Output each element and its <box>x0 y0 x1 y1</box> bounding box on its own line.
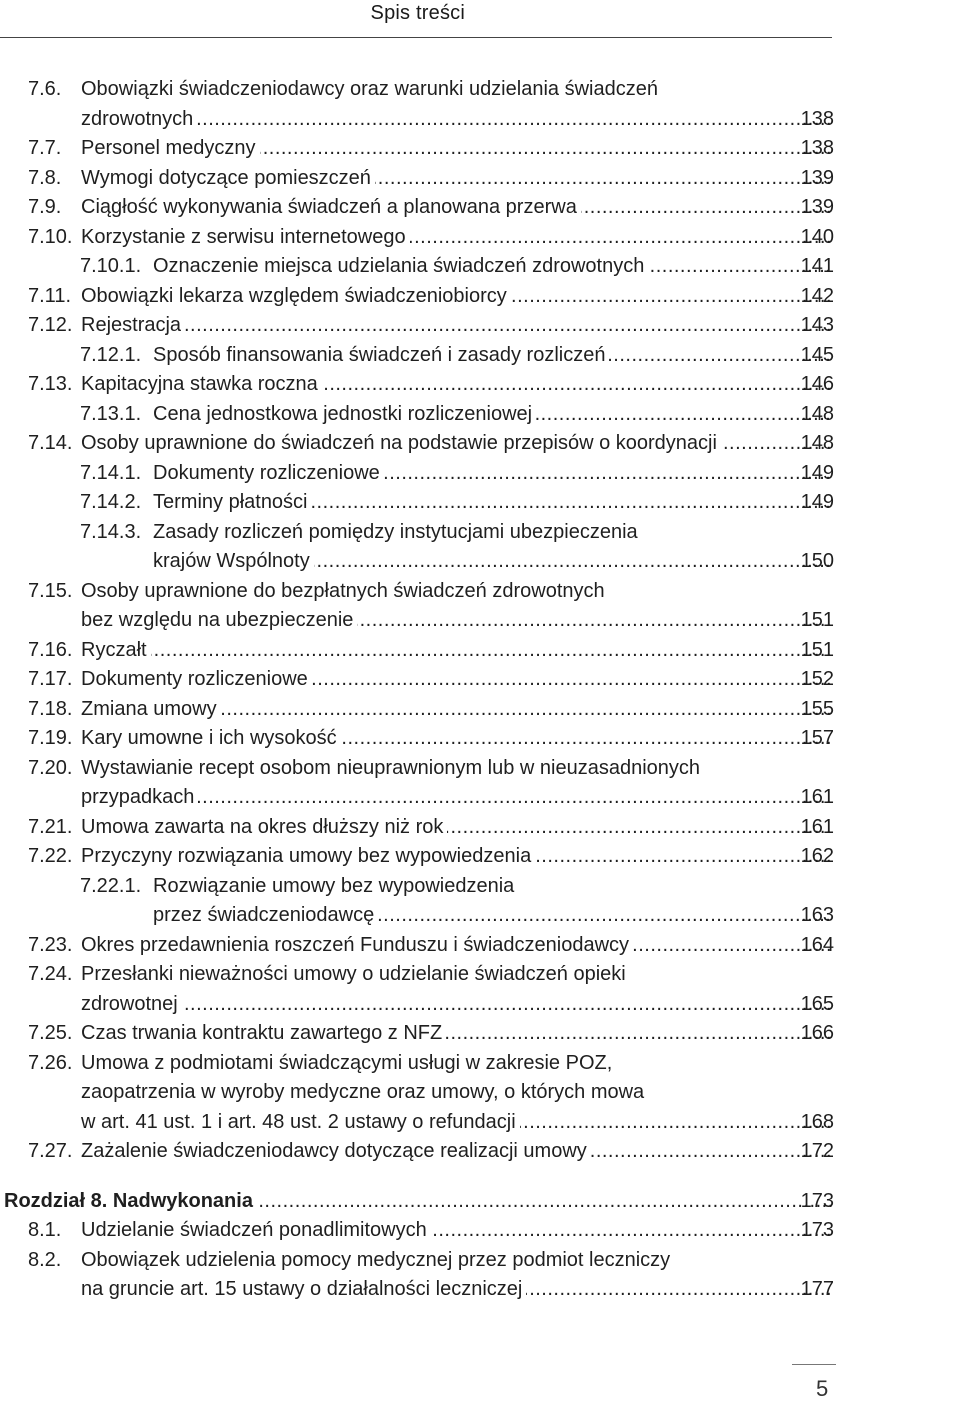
toc-entry-number: 7.14.1. <box>80 461 142 484</box>
toc-entry-label: Terminy płatności <box>153 491 312 513</box>
toc-entry-label: zdrowotnej <box>81 993 182 1015</box>
toc-entry <box>0 546 960 576</box>
toc-entry-label: krajów Wspólnoty <box>153 550 314 572</box>
toc-entry-page: 151 <box>800 638 834 661</box>
toc-entry-text <box>81 930 832 960</box>
toc-entry <box>0 487 960 517</box>
toc-entry-page: 163 <box>800 904 834 926</box>
toc-entry <box>0 605 960 635</box>
toc-entry-text <box>81 989 832 1019</box>
toc-entry-label: Osoby uprawnione do świadczeń na podstawie przepisów o koordynacji <box>81 432 721 454</box>
toc-entry <box>0 1274 960 1304</box>
toc-entry-text <box>81 281 832 311</box>
toc-entry-page: 172 <box>800 1140 834 1162</box>
toc-entry-label: Osoby uprawnione do bezpłatnych świadczeń zdrowotnych <box>81 580 609 602</box>
toc-entry-label: na gruncie art. 15 ustawy o działalności leczniczej <box>81 1278 526 1300</box>
toc-entry-label: Zasady rozliczeń pomiędzy instytucjami ubezpieczenia <box>153 521 642 543</box>
toc-entry-label: Rozdział 8. Nadwykonania <box>4 1190 257 1212</box>
toc-entry <box>0 1136 960 1166</box>
toc-entry-page: 141 <box>800 255 834 277</box>
toc-entry-page: 168 <box>800 1110 834 1133</box>
toc-entry-label: Personel medyczny <box>81 137 260 159</box>
toc-entry-label: Kapitacyjna stawka roczna <box>81 373 322 395</box>
toc-entry-text <box>81 369 832 399</box>
toc-entry-label: Kary umowne i ich wysokość <box>81 727 341 749</box>
toc-entry-label: Obowiązki świadczeniodawcy oraz warunki udzielania świadczeń <box>81 78 662 100</box>
toc-entry <box>0 753 960 783</box>
toc-entry-label: Zmiana umowy <box>81 698 221 720</box>
toc-entry-text <box>81 959 832 989</box>
toc-entry <box>0 900 960 930</box>
toc-entry <box>0 517 960 547</box>
toc-entry-page: 161 <box>800 815 834 838</box>
toc-entry <box>0 812 960 842</box>
toc-entry-number: 8.1. <box>28 1219 62 1241</box>
toc-entry-text <box>153 458 832 488</box>
toc-entry-label: Wymogi dotyczące pomieszczeń <box>81 167 375 189</box>
toc-entry-number: 7.16. <box>28 638 73 661</box>
toc-entry <box>0 871 960 901</box>
toc-entry-text <box>81 605 832 635</box>
toc-entry-text <box>81 133 832 163</box>
toc-entry-number: 7.17. <box>28 668 73 690</box>
toc-entry-text <box>81 812 832 842</box>
toc-entry-page: 139 <box>800 166 834 189</box>
toc-entry-page: 161 <box>800 786 834 808</box>
toc-entry <box>0 458 960 488</box>
toc-entry-text <box>153 399 832 429</box>
toc-entry-label: Cena jednostkowa jednostki rozliczeniowej <box>153 403 536 425</box>
toc-entry-page: 143 <box>800 314 834 336</box>
toc-entry-number: 7.14. <box>28 432 73 454</box>
toc-entry-page: 165 <box>800 992 834 1015</box>
toc-entry <box>0 959 960 989</box>
toc-entry-label: Czas trwania kontraktu zawartego z NFZ <box>81 1022 446 1044</box>
toc-entry-page: 173 <box>800 1219 834 1241</box>
toc-entry-page: 146 <box>800 373 834 395</box>
toc-entry-number: 7.27. <box>28 1140 73 1162</box>
toc-entry <box>0 192 960 222</box>
toc-entry-text <box>4 1186 832 1216</box>
toc-entry-page: 173 <box>800 1189 834 1212</box>
toc-entry <box>0 1048 960 1078</box>
toc-entry-page: 164 <box>800 933 834 956</box>
toc-entry-label: zdrowotnych <box>81 108 197 130</box>
toc-entry-text <box>81 841 832 871</box>
toc-entry-label: Dokumenty rozliczeniowe <box>81 668 312 690</box>
toc-entry <box>0 1215 960 1245</box>
toc-entry-text <box>153 517 832 547</box>
toc-entry-number: 7.15. <box>28 579 73 602</box>
toc-entry-text <box>81 1245 832 1275</box>
toc-entry-label: Rejestracja <box>81 314 185 336</box>
page-number: 5 <box>816 1376 829 1401</box>
toc-entry-page: 148 <box>800 432 834 454</box>
toc-entry-text <box>81 753 832 783</box>
toc-entry-label: Oznaczenie miejsca udzielania świadczeń zdrowotnych <box>153 255 648 277</box>
toc-entry-number: 7.13.1. <box>80 402 142 425</box>
toc-entry-number: 7.10. <box>28 225 73 248</box>
toc-entry-label: Udzielanie świadczeń ponadlimitowych <box>81 1219 431 1241</box>
toc-entry-label: Wystawianie recept osobom nieuprawnionym lub w nieuzasadnionych <box>81 757 704 779</box>
toc-entry-number: 7.6. <box>28 78 62 100</box>
toc-entry-text <box>81 664 832 694</box>
toc-entry <box>0 222 960 252</box>
toc-entry-text <box>81 1274 832 1304</box>
toc-entry-number: 7.10.1. <box>80 255 142 277</box>
footer-rule <box>792 1364 836 1365</box>
toc-entry-number: 7.25. <box>28 1022 73 1044</box>
toc-entry-label: Przyczyny rozwiązania umowy bez wypowiedzenia <box>81 845 535 867</box>
toc-entry-text <box>81 1077 832 1107</box>
toc-entry-number: 7.8. <box>28 166 62 189</box>
toc-entry-page: 138 <box>800 107 834 130</box>
toc-entry-label: Przesłanki nieważności umowy o udzielanie świadczeń opieki <box>81 963 630 985</box>
toc-entry <box>0 664 960 694</box>
toc-entry-label: Korzystanie z serwisu internetowego <box>81 226 410 248</box>
toc-entry <box>0 989 960 1019</box>
toc-entry-page: 162 <box>800 845 834 867</box>
toc-entry-page: 177 <box>800 1278 834 1300</box>
toc-entry-label: Obowiązek udzielenia pomocy medycznej przez podmiot leczniczy <box>81 1249 674 1271</box>
toc-entry-number: 7.22.1. <box>80 874 142 897</box>
toc-entry-label: bez względu na ubezpieczenie <box>81 609 357 631</box>
toc-entry-number: 8.2. <box>28 1248 62 1271</box>
toc-entry-number: 7.18. <box>28 697 73 720</box>
toc-entry-page: 151 <box>800 609 834 631</box>
toc-entry-number: 7.26. <box>28 1051 73 1074</box>
toc-entry-number: 7.14.2. <box>80 491 142 513</box>
toc-entry <box>0 428 960 458</box>
toc-entry-number: 7.24. <box>28 963 73 985</box>
toc-entry-text <box>81 1018 832 1048</box>
toc-entry <box>0 133 960 163</box>
toc-entry <box>0 1107 960 1137</box>
toc-entry-text <box>81 635 832 665</box>
toc-entry-page: 166 <box>800 1022 834 1044</box>
toc-entry <box>0 1018 960 1048</box>
toc-entry-page: 155 <box>800 697 834 720</box>
toc-entry-text <box>81 310 832 340</box>
toc-entry-text <box>81 192 832 222</box>
toc-entry-label: Sposób finansowania świadczeń i zasady rozliczeń <box>153 344 609 366</box>
toc-entry-number: 7.12. <box>28 314 73 336</box>
toc-entry-page: 152 <box>800 668 834 690</box>
toc-entry <box>0 1186 960 1216</box>
toc-entry-text <box>153 871 832 901</box>
toc-entry-label: Obowiązki lekarza względem świadczeniobiorcy <box>81 285 511 307</box>
toc-entry <box>0 635 960 665</box>
toc-entry <box>0 163 960 193</box>
toc-entry-number: 7.14.3. <box>80 520 142 543</box>
toc-entry-text <box>81 576 832 606</box>
toc-entry-number: 7.22. <box>28 845 73 867</box>
toc-entry-text <box>81 74 832 104</box>
toc-entry-label: w art. 41 ust. 1 i art. 48 ust. 2 ustawy o refundacji <box>81 1111 520 1133</box>
toc-entry-text <box>81 1136 832 1166</box>
toc-entry-text <box>81 163 832 193</box>
toc-entry <box>0 576 960 606</box>
toc-entry-text <box>81 782 832 812</box>
toc-entry-text <box>81 1215 832 1245</box>
toc-entry-text <box>153 900 832 930</box>
toc-entry-number: 7.13. <box>28 373 73 395</box>
toc-entry-number: 7.20. <box>28 756 73 779</box>
toc-entry-label: przez świadczeniodawcę <box>153 904 378 926</box>
header-rule <box>0 37 832 38</box>
toc-entry <box>0 74 960 104</box>
toc-entry-text <box>81 1107 832 1137</box>
toc-entry-text <box>153 546 832 576</box>
toc-entry-label: Rozwiązanie umowy bez wypowiedzenia <box>153 875 518 897</box>
toc-entry-page: 145 <box>800 343 834 366</box>
toc-entry-page: 149 <box>800 491 834 513</box>
toc-entry-page: 149 <box>800 461 834 484</box>
toc-entry-label: Dokumenty rozliczeniowe <box>153 462 384 484</box>
toc-entry-page: 139 <box>800 196 834 218</box>
toc-entry-label: przypadkach <box>81 786 198 808</box>
toc-entry <box>0 251 960 281</box>
toc-entry <box>0 310 960 340</box>
toc-entry-text <box>153 340 832 370</box>
toc-entry-text <box>81 723 832 753</box>
toc-entry-page: 157 <box>800 727 834 749</box>
toc-entry-number: 7.19. <box>28 727 73 749</box>
toc-entry-number: 7.11. <box>28 284 71 307</box>
toc-entry-number: 7.7. <box>28 137 62 159</box>
toc-entry-label: Okres przedawnienia roszczeń Funduszu i świadczeniodawcy <box>81 934 633 956</box>
toc-entry-number: 7.12.1. <box>80 343 142 366</box>
toc-entry-text <box>153 487 832 517</box>
toc-entry-text <box>81 104 832 134</box>
toc-entry <box>0 340 960 370</box>
toc-entry-page: 142 <box>800 284 834 307</box>
toc-entry-label: Ciągłość wykonywania świadczeń a planowana przerwa <box>81 196 581 218</box>
running-header-title: Spis treści <box>370 2 465 24</box>
toc-entry <box>0 399 960 429</box>
toc-entry-page: 148 <box>800 402 834 425</box>
toc-entry-page: 140 <box>800 225 834 248</box>
toc-entry-label: Umowa z podmiotami świadczącymi usługi w zakresie POZ, <box>81 1052 616 1074</box>
toc-entry-text <box>81 1048 832 1078</box>
toc-entry-number: 7.23. <box>28 933 73 956</box>
toc-entry-label: Ryczałt <box>81 639 151 661</box>
toc-entry <box>0 1245 960 1275</box>
toc-entry <box>0 694 960 724</box>
toc-entry-label: Zażalenie świadczeniodawcy dotyczące realizacji umowy <box>81 1140 591 1162</box>
toc-entry <box>0 930 960 960</box>
toc-entry <box>0 841 960 871</box>
toc-entry-number: 7.21. <box>28 815 73 838</box>
toc-entry <box>0 281 960 311</box>
toc-entry-text <box>153 251 832 281</box>
toc-entry-page: 138 <box>800 137 834 159</box>
toc-entry <box>0 782 960 812</box>
toc-entry-text <box>81 694 832 724</box>
toc-entry-number: 7.9. <box>28 196 62 218</box>
toc-entry-text <box>81 428 832 458</box>
toc-entry-label: zaopatrzenia w wyroby medyczne oraz umowy, o których mowa <box>81 1081 648 1103</box>
toc-entry-label: Umowa zawarta na okres dłuższy niż rok <box>81 816 447 838</box>
toc-entry <box>0 1077 960 1107</box>
toc-entry <box>0 723 960 753</box>
toc-entry <box>0 369 960 399</box>
toc-entry <box>0 104 960 134</box>
toc-entry-page: 150 <box>800 550 834 572</box>
toc-entry-text <box>81 222 832 252</box>
